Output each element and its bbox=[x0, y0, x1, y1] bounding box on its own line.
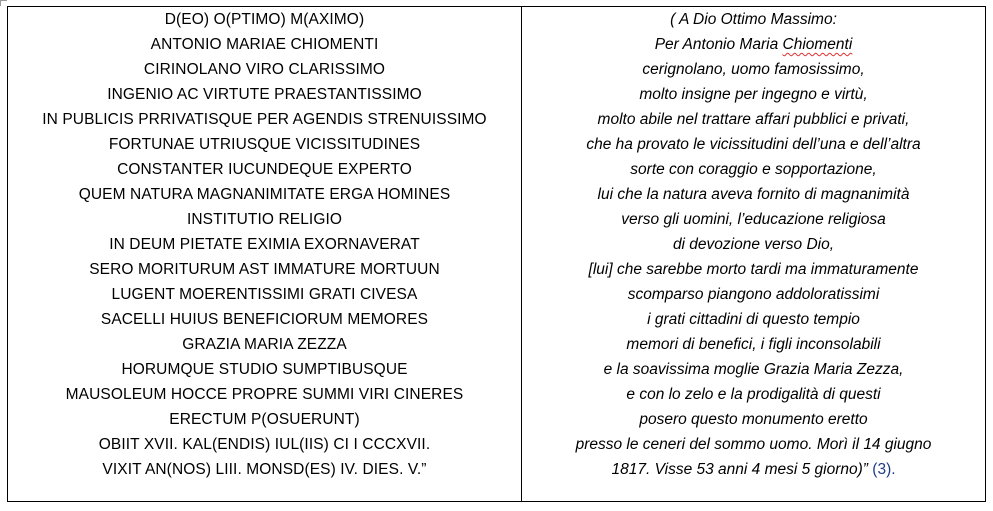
latin-line: INSTITUTIO RELIGIO bbox=[186, 211, 343, 228]
latin-line: D(EO) O(PTIMO) M(AXIMO) bbox=[164, 11, 365, 28]
italian-line: lui che la natura aveva fornito di magnanimità bbox=[597, 186, 910, 203]
italian-line: presso le ceneri del sommo uomo. Morì il 14 giugno bbox=[575, 436, 932, 453]
latin-line: CIRINOLANO VIRO CLARISSIMO bbox=[143, 61, 386, 78]
citation-reference[interactable] bbox=[872, 461, 895, 478]
italian-line: sorte con coraggio e sopportazione, bbox=[630, 161, 877, 178]
italian-line-text: 1817. Visse 53 anni 4 mesi 5 giorno)” bbox=[611, 461, 873, 478]
latin-line: MAUSOLEUM HOCCE PROPRE SUMMI VIRI CINERES bbox=[65, 386, 464, 403]
italian-line-text: Per Antonio Maria bbox=[654, 36, 783, 53]
italian-line: posero questo monumento eretto bbox=[639, 411, 868, 428]
latin-line: INGENIO AC VIRTUTE PRAESTANTISSIMO bbox=[107, 86, 422, 103]
spellcheck-flagged-name[interactable]: Chiomenti bbox=[782, 36, 853, 53]
inscription-table bbox=[7, 6, 986, 502]
latin-line: CONSTANTER IUCUNDEQUE EXPERTO bbox=[117, 161, 412, 178]
italian-line bbox=[522, 32, 985, 57]
latin-line: FORTUNAE UTRIUSQUE VICISSITUDINES bbox=[108, 136, 421, 153]
citation-open-paren: ( bbox=[872, 461, 878, 478]
latin-line: IN PUBLICIS PRRIVATISQUE PER AGENDIS STRENUISSIMO bbox=[42, 111, 487, 128]
italian-translation-column bbox=[522, 7, 985, 501]
latin-inscription-column bbox=[8, 7, 522, 501]
latin-line: LUGENT MOERENTISSIMI GRATI CIVESA bbox=[111, 286, 418, 303]
citation-close-paren: ). bbox=[886, 461, 896, 478]
italian-line: scomparso piangono addoloratissimi bbox=[627, 286, 880, 303]
italian-line: memori di benefici, i figli inconsolabili bbox=[626, 336, 881, 353]
latin-line: ANTONIO MARIAE CHIOMENTI bbox=[150, 36, 379, 53]
italian-line: e con lo zelo e la prodigalità di questi bbox=[626, 386, 881, 403]
latin-line: ERECTUM P(OSUERUNT) bbox=[169, 411, 360, 428]
latin-line: QUEM NATURA MAGNANIMITATE ERGA HOMINES bbox=[78, 186, 451, 203]
latin-line: HORUMQUE STUDIO SUMPTIBUSQUE bbox=[121, 361, 408, 378]
italian-line: e la soavissima moglie Grazia Maria Zezza, bbox=[603, 361, 904, 378]
italian-line: [lui] che sarebbe morto tardi ma immaturamente bbox=[588, 261, 919, 278]
italian-line: ( A Dio Ottimo Massimo: bbox=[670, 11, 837, 28]
latin-line: OBIIT XVII. KAL(ENDIS) IUL(IIS) CI I CCCXVII. bbox=[98, 436, 431, 453]
italian-line: di devozione verso Dio, bbox=[672, 236, 835, 253]
citation-number: 3 bbox=[877, 461, 887, 478]
latin-line: GRAZIA MARIA ZEZZA bbox=[182, 336, 347, 353]
italian-line: cerignolano, uomo famosissimo, bbox=[642, 61, 865, 78]
latin-line: IN DEUM PIETATE EXIMIA EXORNAVERAT bbox=[109, 236, 420, 253]
italian-line bbox=[522, 457, 985, 482]
page-corner-mark bbox=[0, 0, 7, 6]
latin-line: VIXIT AN(NOS) LIII. MONSD(ES) IV. DIES. V.” bbox=[102, 461, 427, 478]
italian-line: i grati cittadini di questo tempio bbox=[647, 311, 860, 328]
italian-line: verso gli uomini, l’educazione religiosa bbox=[621, 211, 886, 228]
latin-line: SERO MORITURUM AST IMMATURE MORTUUN bbox=[89, 261, 440, 278]
latin-line: SACELLI HUIUS BENEFICIORUM MEMORES bbox=[100, 311, 429, 328]
italian-line: molto insigne per ingegno e virtù, bbox=[639, 86, 868, 103]
italian-line: che ha provato le vicissitudini dell’una e dell’altra bbox=[586, 136, 921, 153]
italian-line: molto abile nel trattare affari pubblici e privati, bbox=[597, 111, 910, 128]
